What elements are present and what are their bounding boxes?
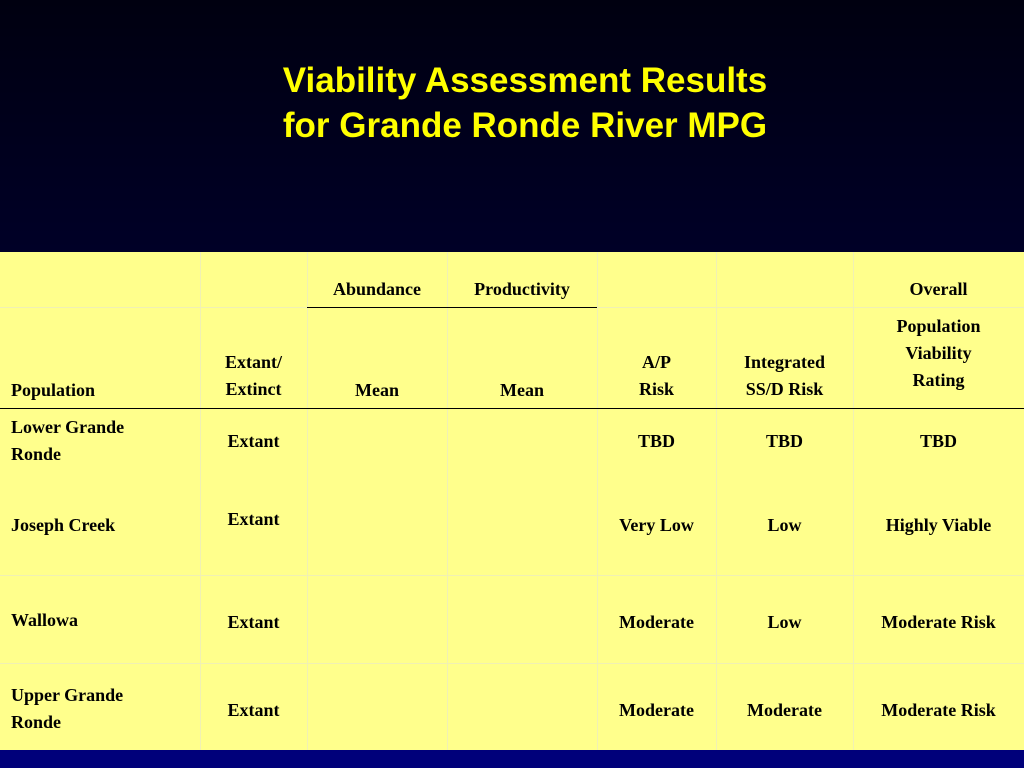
header-ap-line1: A/P (642, 352, 671, 372)
header-extant-line2: Extinct (225, 379, 282, 399)
header-abundance: Abundance (332, 279, 422, 299)
header-abundance-mean: Mean (355, 380, 399, 400)
table-row-status: Extant (227, 612, 280, 632)
header-productivity-mean: Mean (500, 380, 544, 400)
header-ap-line2: Risk (638, 379, 674, 399)
table-row-rating: Highly Viable (885, 515, 992, 535)
table-row-ssd-risk: TBD (765, 431, 803, 451)
row-divider (0, 575, 1024, 576)
header-ap-risk (597, 349, 716, 403)
column-divider (716, 252, 717, 750)
header-ssd-line2: SS/D Risk (745, 379, 824, 399)
population-name-line1: Lower Grande (11, 417, 125, 437)
table-row-status: Extant (227, 509, 280, 529)
table-row-ap-risk: Very Low (619, 515, 694, 535)
table-row-ap-risk: Moderate (619, 612, 694, 632)
table-row-ssd-risk: Low (767, 515, 802, 535)
column-divider (597, 252, 598, 750)
header-rating-line3: Rating (912, 370, 965, 390)
header-ssd-risk (716, 349, 853, 403)
table-row-rating: Moderate Risk (881, 612, 996, 632)
header-productivity: Productivity (474, 279, 570, 299)
column-divider (307, 252, 308, 750)
header-ssd-line1: Integrated (744, 352, 825, 372)
slide-title-line1: Viability Assessment Results (282, 61, 768, 100)
column-divider (447, 252, 448, 750)
table-row-status: Extant (227, 700, 280, 720)
slide-title (0, 58, 1024, 148)
population-name-line1: Upper Grande (11, 685, 124, 705)
row-divider (0, 663, 1024, 664)
table-row-population (11, 414, 196, 468)
table-row-ap-risk: Moderate (619, 700, 694, 720)
header-rule (0, 408, 1024, 409)
header-rating-line1: Population (896, 316, 981, 336)
population-name-line2: Ronde (11, 712, 62, 732)
header-subrule (307, 307, 597, 308)
header-extant-line1: Extant/ (224, 352, 282, 372)
table-row-population: Joseph Creek (11, 515, 116, 535)
table-row-population: Wallowa (11, 610, 79, 630)
bottom-band (0, 750, 1024, 768)
table-row-rating: Moderate Risk (881, 700, 996, 720)
viability-table (0, 252, 1024, 750)
slide-title-line2: for Grande Ronde River MPG (282, 106, 768, 145)
population-name-line2: Ronde (11, 444, 62, 464)
table-row-ap-risk: TBD (637, 431, 675, 451)
column-divider (200, 252, 201, 750)
table-row-ssd-risk: Moderate (747, 700, 822, 720)
table-row-rating: TBD (919, 431, 957, 451)
table-row-population (11, 682, 196, 736)
header-viability-rating (853, 313, 1024, 394)
header-rating-line2: Viability (905, 343, 972, 363)
header-overall: Overall (909, 279, 968, 299)
table-row-status: Extant (227, 431, 280, 451)
header-extant-extinct (200, 349, 307, 403)
table-row-ssd-risk: Low (767, 612, 802, 632)
header-population: Population (11, 380, 96, 400)
